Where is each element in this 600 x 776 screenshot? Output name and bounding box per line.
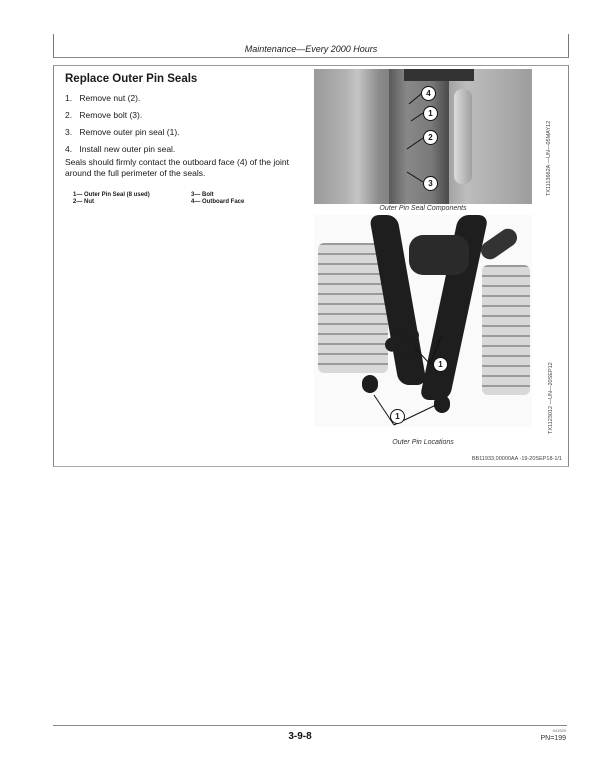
step-text: Remove outer pin seal (1). bbox=[79, 127, 180, 137]
legend-item: 3— Bolt bbox=[191, 192, 214, 198]
step-text: Install new outer pin seal. bbox=[79, 144, 176, 154]
callout-1: 1 bbox=[423, 106, 438, 121]
reference-code: BB11933,00000AA -19-20SEP18-1/1 bbox=[471, 456, 562, 462]
page-header bbox=[53, 34, 569, 58]
callout-3: 3 bbox=[423, 176, 438, 191]
step-item bbox=[65, 109, 180, 126]
step-text: Remove bolt (3). bbox=[79, 110, 143, 120]
figure-code: TX1113662A —UN—05MAY12 bbox=[546, 120, 552, 196]
step-number: 1. bbox=[65, 93, 73, 103]
outer-pin-locations-illustration bbox=[314, 215, 532, 427]
procedure-box bbox=[53, 65, 569, 467]
page-number: 3-9-8 bbox=[288, 731, 312, 742]
step-item bbox=[65, 126, 180, 143]
footer-divider bbox=[53, 725, 567, 726]
figure-code: TX1123012 —UN—20SEP12 bbox=[548, 362, 554, 434]
callout-1: 1 bbox=[390, 409, 405, 424]
section-title: Replace Outer Pin Seals bbox=[65, 73, 198, 85]
figure-caption: Outer Pin Locations bbox=[392, 439, 454, 446]
figure-caption: Outer Pin Seal Components bbox=[379, 205, 467, 212]
seal-components-photo bbox=[314, 69, 532, 204]
step-item bbox=[65, 92, 180, 109]
parts-legend bbox=[73, 192, 309, 205]
callout-leaders bbox=[314, 215, 532, 427]
callout-4: 4 bbox=[421, 86, 436, 101]
step-number: 2. bbox=[65, 110, 73, 120]
note-text: Seals should firmly contact the outboard face (4) of the joint around the full perimeter of the seals. bbox=[65, 157, 289, 178]
pn-number: PN=199 bbox=[540, 735, 566, 742]
step-text: Remove nut (2). bbox=[79, 93, 141, 103]
steps-list bbox=[65, 92, 180, 160]
footer-code: 041520 bbox=[552, 728, 566, 733]
callout-1: 1 bbox=[433, 357, 448, 372]
legend-item: 1— Outer Pin Seal (8 used) bbox=[73, 192, 150, 198]
step-number: 3. bbox=[65, 127, 73, 137]
header-title: Maintenance—Every 2000 Hours bbox=[244, 44, 378, 54]
step-number: 4. bbox=[65, 144, 73, 154]
callout-2: 2 bbox=[423, 130, 438, 145]
legend-item: 4— Outboard Face bbox=[191, 198, 245, 205]
legend-item: 2— Nut bbox=[73, 198, 94, 205]
